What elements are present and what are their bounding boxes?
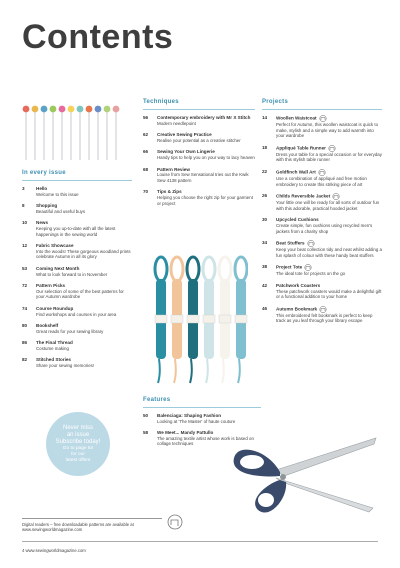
toc-entry[interactable] [262,169,382,187]
entry-body [36,203,132,214]
page-number: 58 [143,430,149,436]
section-heading-features: Features [143,397,171,403]
in-every-issue-list [22,186,132,369]
entry-description: Realise your potential as a creative stitcher [157,137,241,143]
toc-entry[interactable] [262,145,382,163]
entry-title [276,115,382,122]
page-number: 72 [22,283,28,289]
pin-head [68,106,75,113]
entry-description: Perfect for Autumn, this woollen waistcoat is quick to make, stylish and a simple way to add warmth into your wardrobe [276,122,379,139]
entry-description: Keeping you up-to-date with all the latest happenings in the sewing world [36,225,116,237]
entry-body [36,340,132,351]
page-number: 68 [143,166,149,172]
page-number: 10 [22,220,28,226]
entry-description: The ideal tote for projects on the go [276,271,346,277]
page-number: 8 [22,203,25,209]
entry-title-text: Fabric Showcase [36,243,74,249]
entry-body [276,115,382,139]
entry-body [36,306,132,317]
toc-entry[interactable] [262,217,382,234]
entry-title [276,240,382,247]
page-number: 34 [262,240,268,246]
entry-description: Use a combination of appliqué and free motion embroidery to create this striking piece of art [276,175,367,187]
pin-head [86,106,93,113]
entry-body [36,283,132,300]
entry-title-text: Appliqué Table Runner [276,145,326,151]
thread-skein [235,257,247,383]
entry-title-text: Woollen Waistcoat [276,115,317,121]
entry-description: Beautiful and useful buys [36,208,86,214]
sewing-machine-icon [166,514,184,530]
page-number: 62 [143,132,149,138]
toc-entry[interactable] [143,132,255,143]
entry-title [276,306,382,313]
toc-entry[interactable] [22,220,132,237]
divider [143,109,255,110]
techniques-column [143,99,255,212]
pin-head [104,106,111,113]
toc-entry[interactable] [22,243,132,260]
entry-description: Dress your table for a special occasion or for everyday with this stylish table runner [276,151,382,163]
thread-skein [203,257,215,383]
pin-head [32,106,39,113]
sewing-machine-icon [307,240,315,247]
sewing-machine-icon [304,264,312,271]
page-number: 18 [262,144,268,150]
toc-entry[interactable] [22,203,132,214]
section-heading-techniques: Techniques [143,99,179,105]
entry-body [157,167,255,184]
toc-entry[interactable] [262,115,382,139]
projects-column [262,99,382,330]
page-number: 82 [22,357,28,363]
pin-head [41,106,48,113]
toc-entry[interactable] [22,266,132,277]
entry-description: Create simple, fun cushions using recycled men's jackets from a charity shop [276,222,373,234]
pin-head [59,106,66,113]
page-number: 74 [22,305,28,311]
pins-illustration [22,104,126,162]
subscribe-line: Go to page 54 [62,445,94,451]
entry-description: Welcome to this issue [36,191,79,197]
divider [262,109,382,110]
entry-body [276,169,382,187]
toc-entry[interactable] [262,306,382,324]
pin-head [95,106,102,113]
embroidery-threads-image [148,255,248,385]
entry-body [157,132,255,143]
entry-description: Your little one will be ready for all sorts of outdoor fun with this adorable, practical hooded jacket [276,200,380,211]
entry-title-text: Contemporary embroidery with Mr X Stitch [157,115,251,120]
entry-body [276,193,382,211]
entry-title-text: Upcycled Cushions [276,217,319,223]
subscribe-line: latest offers [65,457,91,463]
entry-title-text: Sewing Your Own Lingerie [157,149,215,155]
subscribe-badge[interactable] [46,412,110,476]
entry-body [36,266,132,277]
sewing-machine-icon [319,115,327,122]
entry-title [276,193,382,200]
entry-title-text: Pattern Picks [36,283,66,289]
scissors-image [228,420,378,515]
toc-entry[interactable] [22,323,132,334]
entry-description: Find workshops and courses in your area [36,311,117,317]
toc-entry[interactable] [22,357,132,368]
entry-description: Share your sewing memories! [36,363,95,369]
toc-entry[interactable] [143,149,255,160]
projects-list [262,115,382,324]
toc-entry[interactable] [22,306,132,317]
entry-title [276,169,382,176]
page-number: 3 [22,186,25,191]
subscribe-line: Subscribe today! [55,438,101,445]
footer-divider [22,541,378,542]
toc-entry[interactable] [22,186,132,197]
toc-entry[interactable] [262,240,382,258]
entry-description: This embroidered felt bookmark is perfect to keep track as you leaf through your library escape [276,312,373,324]
toc-entry[interactable] [22,283,132,300]
entry-description: Costume making [36,345,69,351]
entry-body [36,323,132,334]
page-number: 80 [22,323,28,329]
entry-body [36,243,132,260]
page-number: 12 [22,243,28,249]
entry-title-text: Balenciaga: Shaping Fashion [157,413,222,418]
entry-title-text: Autumn Bookmark [276,306,318,312]
entry-description: Helping you choose the right zip for your garment or project [157,194,253,206]
entry-body [36,357,132,368]
page-footer: 4 www.sewingworldmagazine.com [22,548,86,553]
pin-head [77,106,84,113]
page-number: 53 [22,265,28,271]
subscribe-line: an issue [66,431,90,438]
page-number: 56 [143,115,149,120]
toc-entry[interactable] [262,283,382,300]
page-number: 70 [143,189,149,195]
entry-body [157,149,255,160]
entry-title-text: News [36,220,49,226]
entry-description: Modern needlepoint [157,120,196,126]
entry-title-text: Creative Sewing Practice [157,132,212,138]
page-number: 42 [262,282,268,288]
page-number: 86 [22,340,28,346]
entry-title [157,115,255,121]
page-number: 14 [262,115,268,120]
entry-description: Our selection of some of the best patterns for your Autumn wardrobe [36,288,124,300]
page-number: 22 [262,168,268,174]
entry-title-text: Bookshelf [36,323,59,329]
entry-body [276,240,382,258]
sewing-machine-icon [318,169,326,176]
entry-description: Handy tips to help you on your way to lacy heaven [157,154,255,160]
section-heading-in-every-issue: In every issue [22,170,66,176]
entry-title-text: Goldfinch Wall Art [276,169,316,175]
entry-title-text: Shopping [36,203,58,209]
entry-body [276,145,382,163]
entry-title [276,264,382,271]
toc-entry[interactable] [143,115,255,126]
sewing-machine-icon [332,193,340,200]
toc-entry[interactable] [143,189,255,206]
digital-readers-note: Digital readers – free downloadable patterns are available at www.sewingworldmagazine.com [22,518,162,533]
entry-description: Looking at 'The Master' of haute couture [157,418,236,424]
pin-head [113,106,120,113]
toc-entry[interactable] [262,193,382,211]
entry-description: These patchwork coasters would make a delightful gift or a functional addition to your home [276,288,382,300]
entry-body [276,306,382,324]
entry-title-text: Childs Reversible Jacket [276,193,331,199]
divider [22,180,132,181]
entry-body [276,217,382,234]
page-number: 46 [262,305,268,311]
thread-skein [219,257,231,383]
entry-body [36,220,132,237]
page-number: 30 [262,217,268,223]
entry-body [276,283,382,300]
page-title: Contents [22,18,174,56]
entry-description: Great reads for your sewing library [36,328,104,334]
in-every-issue-column [22,170,132,375]
page-number: 38 [262,264,268,270]
section-heading-projects: Projects [262,99,289,105]
toc-entry[interactable] [262,264,382,277]
page-number: 66 [143,149,149,155]
entry-body [157,189,255,206]
sewing-machine-icon [328,145,336,152]
entry-title-text: Coming Next Month [36,265,80,271]
subscribe-line: Never miss [62,424,93,431]
entry-title-text: Project Tote [276,265,303,271]
entry-title-text: We Meet... Mandy Pattullo [157,430,214,436]
toc-entry[interactable] [22,340,132,351]
entry-description: What to look forward to in November [36,271,108,277]
entry-title-text: Pattern Review [157,166,190,172]
page-number: 26 [262,193,268,199]
entry-title-text: The Final Thread [36,340,73,346]
entry-description: Into the woods! These gorgeous woodland prints celebrate Autumn in all its glory [36,248,131,260]
thread-skein [187,257,199,383]
entry-title-text: Tips & Zips [157,189,182,195]
entry-title-text: Stitched Stories [36,357,71,363]
entry-description: The amazing textile artist whose work is based on collage techniques [157,435,254,447]
sewing-machine-icon [319,306,327,313]
entry-body [276,264,382,277]
thread-skein [155,257,167,383]
entry-description: Keep your beat collection tidy and neat whilst adding a fun splash of colour with these handy beat stuffers [276,247,382,258]
entry-title-text: Hello [36,186,48,191]
entry-body [36,186,132,197]
pin-head [23,106,30,113]
subscribe-line: for our [71,451,85,457]
entry-description: Louise from Sew Sensational tries out the Kwik Sew 4138 pattern [157,172,249,183]
page-number: 50 [143,413,149,418]
entry-body [157,115,255,126]
pin-head [50,106,57,113]
toc-entry[interactable] [143,167,255,184]
techniques-list [143,115,255,206]
thread-skein [171,257,183,383]
divider [143,407,261,408]
entry-title-text: Course Roundup [36,305,74,311]
entry-title [276,145,382,152]
entry-title-text: Beat Stuffers [276,240,305,246]
entry-title-text: Patchwork Coasters [276,282,321,288]
